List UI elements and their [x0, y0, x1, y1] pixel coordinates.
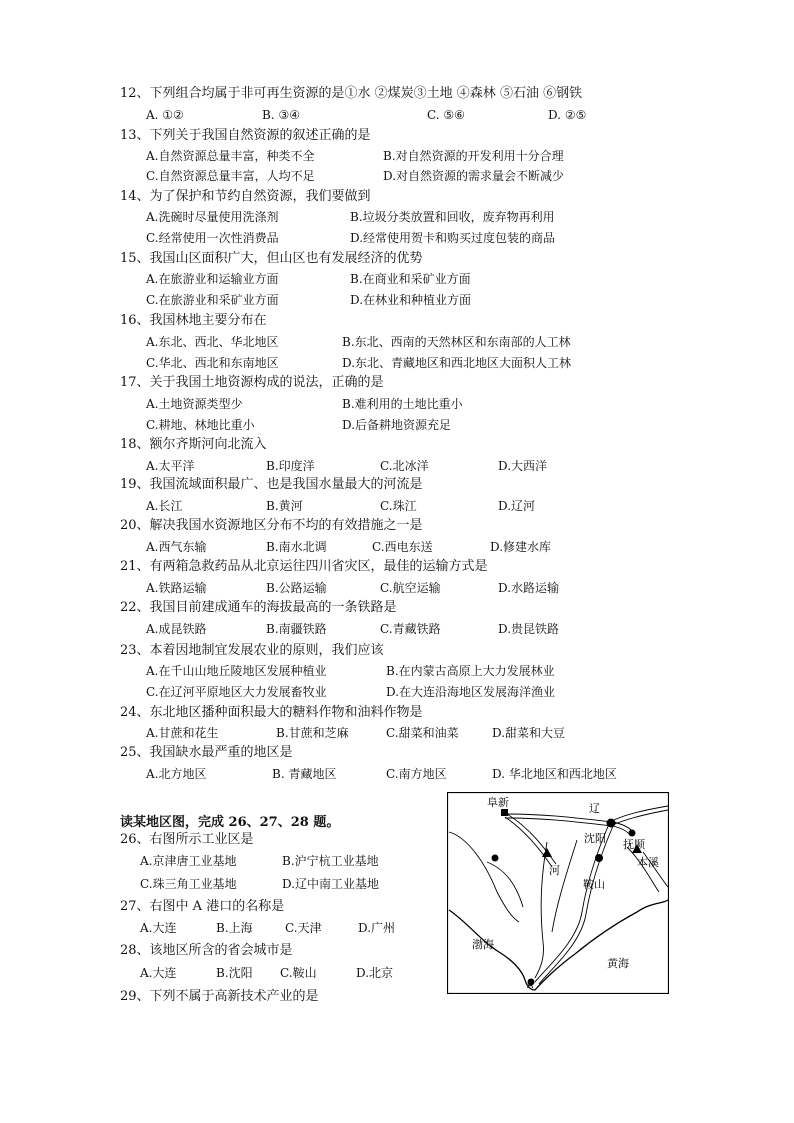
map-label-bohai: 渤海 — [472, 938, 494, 951]
answer-option: A.铁路运输 — [146, 581, 207, 595]
answer-option: C.在旅游业和采矿业方面 — [146, 293, 279, 307]
answer-option: B.公路运输 — [266, 581, 327, 595]
question-stem: 24、东北地区播种面积最大的糖料作物和油料作物是 — [120, 705, 423, 720]
answer-option: B.对自然资源的开发利用十分合理 — [383, 149, 564, 163]
answer-option: B.垃圾分类放置和回收，废弃物再利用 — [350, 210, 555, 224]
answer-option: C.华北、西北和东南地区 — [146, 356, 279, 370]
question-stem: 22、我国目前建成通车的海拔最高的一条铁路是 — [120, 600, 397, 615]
map-label-port-a: A — [527, 981, 534, 991]
answer-option: A.太平洋 — [146, 459, 195, 473]
answer-option: B.黄河 — [266, 499, 303, 513]
question-stem: 16、我国林地主要分布在 — [120, 313, 267, 328]
answer-option: A.长江 — [146, 499, 183, 513]
answer-option: D.贵昆铁路 — [498, 622, 560, 636]
answer-option: C.鞍山 — [280, 966, 317, 980]
question-stem: 26、右图所示工业区是 — [120, 832, 254, 847]
answer-option: C.自然资源总量丰富，人均不足 — [146, 169, 315, 183]
map-label-benxi: 本溪 — [637, 856, 659, 869]
answer-option: D.在大连沿海地区发展海洋渔业 — [386, 685, 556, 699]
question-stem: 17、关于我国土地资源构成的说法，正确的是 — [120, 375, 384, 390]
answer-option: B.在内蒙古高原上大力发展林业 — [386, 664, 555, 678]
answer-option: D.北京 — [356, 966, 394, 980]
question-stem: 12、下列组合均属于非可再生资源的是①水 ②煤炭③土地 ④森林 ⑤石油 ⑥钢铁 — [120, 86, 583, 101]
answer-option: A. ①② — [146, 108, 184, 122]
question-stem: 25、我国缺水最严重的地区是 — [120, 745, 293, 760]
map-label-huanghai: 黄海 — [607, 957, 629, 970]
answer-option: C.青藏铁路 — [380, 622, 441, 636]
answer-option: C.南方地区 — [386, 767, 447, 781]
answer-option: C.天津 — [285, 921, 322, 935]
answer-option: B.沪宁杭工业基地 — [282, 854, 379, 868]
answer-option: A.大连 — [140, 966, 177, 980]
answer-option: B.沈阳 — [216, 966, 253, 980]
answer-option: D.东北、青藏地区和西北地区大面积人工林 — [342, 356, 572, 370]
map-label-he: 河 — [549, 864, 560, 877]
answer-option: B.东北、西南的天然林区和东南部的人工林 — [342, 335, 571, 349]
question-stem: 28、该地区所含的省会城市是 — [120, 943, 293, 958]
industry-city-icon — [492, 855, 499, 862]
question-stem: 19、我国流域面积最广、也是我国水量最大的河流是 — [120, 477, 423, 492]
question-stem: 23、本着因地制宜发展农业的原则，我们应该 — [120, 643, 384, 658]
answer-option: D.广州 — [358, 921, 396, 935]
answer-option: D.修建水库 — [490, 540, 552, 554]
answer-option: A.东北、西北、华北地区 — [146, 335, 279, 349]
answer-option: B. ③④ — [262, 108, 300, 122]
answer-option: A.大连 — [140, 921, 177, 935]
answer-option: B.南疆铁路 — [266, 622, 327, 636]
answer-option: C. ⑤⑥ — [427, 108, 465, 122]
answer-option: D. ②⑤ — [548, 108, 587, 122]
answer-option: D.在林业和种植业方面 — [350, 293, 472, 307]
answer-option: A.西气东输 — [146, 540, 207, 554]
answer-option: C.珠三角工业基地 — [140, 877, 237, 891]
answer-option: A.甘蔗和花生 — [146, 726, 219, 740]
answer-option: D.经常使用贺卡和购买过度包装的商品 — [350, 231, 556, 245]
answer-option: C.西电东送 — [372, 540, 433, 554]
section-title: 读某地区图，完成 26、27、28 题。 — [120, 815, 340, 830]
question-stem: 18、额尔齐斯河向北流入 — [120, 437, 267, 452]
answer-option: B.印度洋 — [266, 459, 315, 473]
answer-option: D. 华北地区和西北地区 — [492, 767, 617, 781]
answer-option: D.甜菜和大豆 — [492, 726, 566, 740]
answer-option: C.经常使用一次性消费品 — [146, 231, 279, 245]
answer-option: B.在商业和采矿业方面 — [350, 272, 471, 286]
answer-option: D.辽河 — [498, 499, 536, 513]
answer-option: B.难利用的土地比重小 — [342, 397, 463, 411]
fuxin-city-icon — [501, 809, 508, 816]
answer-option: C.甜菜和油菜 — [386, 726, 459, 740]
answer-option: A.土地资源类型少 — [146, 397, 243, 411]
anshan-city-icon — [595, 854, 603, 862]
question-stem: 13、下列关于我国自然资源的叙述正确的是 — [120, 128, 371, 143]
answer-option: D.后备耕地资源充足 — [342, 418, 452, 432]
question-stem: 20、解决我国水资源地区分布不均的有效措施之一是 — [120, 518, 423, 533]
answer-option: B.南水北调 — [266, 540, 327, 554]
answer-option: A.在千山山地丘陵地区发展种植业 — [146, 664, 327, 678]
answer-option: C.航空运输 — [380, 581, 441, 595]
answer-option: D.对自然资源的需求量会不断减少 — [383, 169, 565, 183]
shenyang-city-icon — [607, 819, 616, 828]
answer-option: B.甘蔗和芝麻 — [276, 726, 349, 740]
question-stem: 15、我国山区面积广大，但山区也有发展经济的优势 — [120, 251, 423, 266]
answer-option: D.辽中南工业基地 — [282, 877, 380, 891]
answer-option: B.上海 — [216, 921, 253, 935]
answer-option: A.成昆铁路 — [146, 622, 207, 636]
answer-option: A.在旅游业和运输业方面 — [146, 272, 279, 286]
answer-option: C.耕地、林地比重小 — [146, 418, 255, 432]
question-stem: 29、下列不属于高新技术产业的是 — [120, 989, 319, 1004]
answer-option: D.水路运输 — [498, 581, 560, 595]
answer-option: A.洗碗时尽量使用洗涤剂 — [146, 210, 279, 224]
question-stem: 14、为了保护和节约自然资源，我们要做到 — [120, 189, 371, 204]
question-stem: 27、右图中 A 港口的名称是 — [120, 899, 285, 914]
answer-option: A.北方地区 — [146, 767, 207, 781]
map-label-shenyang: 沈阳 — [584, 832, 606, 845]
map-label-fuxin: 阜新 — [487, 796, 509, 809]
answer-option: C.北冰洋 — [380, 459, 429, 473]
map-label-liao: 辽 — [589, 802, 600, 815]
answer-option: C.珠江 — [380, 499, 417, 513]
answer-option: A.自然资源总量丰富，种类不全 — [146, 149, 315, 163]
fushun-city-icon — [629, 830, 636, 837]
answer-option: D.大西洋 — [498, 459, 548, 473]
answer-option: A.京津唐工业基地 — [140, 854, 237, 868]
map-label-anshan: 鞍山 — [583, 878, 605, 891]
answer-option: B. 青藏地区 — [272, 767, 337, 781]
map-label-fushun: 抚顺 — [623, 838, 645, 851]
answer-option: C.在辽河平原地区大力发展畜牧业 — [146, 685, 327, 699]
region-map — [447, 792, 669, 994]
question-stem: 21、有两箱急救药品从北京运往四川省灾区，最佳的运输方式是 — [120, 559, 488, 574]
